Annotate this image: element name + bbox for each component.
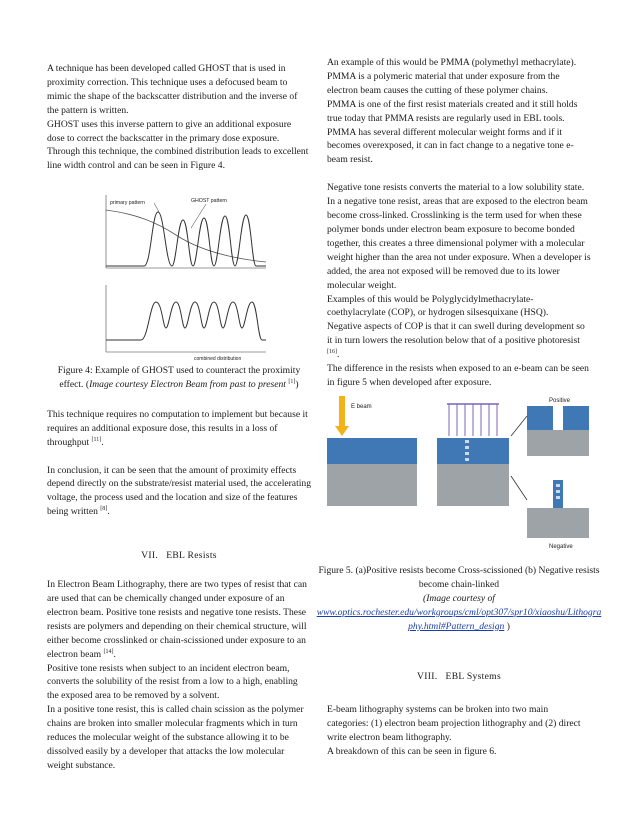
fig4-combined-curve xyxy=(106,302,266,340)
resist-paragraph-1: In Electron Beam Lithography, there are two types of resist that can are used that can be chemically changed under exposure of an electron beam. Positive tone resists and negative tone resists. These resists are polymers and depending on their chemical structure, will either become crosslinked or chain-scissioned under exposure to an electron beam [14]. xyxy=(47,579,307,660)
resist-paragraph-3: In a positive tone resist, this is called chain scission as the polymer chains are broken into smaller molecular fragments which in turn reduces the molecular weight of the substance allowing it to be dissolved easily by a developer that attacks the low molecular weight substance. xyxy=(47,704,304,771)
negative-paragraph-3: Negative aspects of COP is that it can swell during development so it in turn lowers the resolution below that of a positive photoresist [16]. xyxy=(327,321,585,361)
pmma-paragraph-3: PMMA has several different molecular weight forms and if it becomes overexposed, it can in fact change to a negative tone e-beam resist. xyxy=(327,126,574,166)
systems-paragraph-2: A breakdown of this can be seen in figure 6. xyxy=(327,746,497,758)
fig5-initial-resist xyxy=(327,438,417,464)
negative-paragraph-4: The difference in the resists when exposed to an e-beam can be seen in figure 5 when developed after exposure. xyxy=(327,363,589,388)
pmma-paragraph-2: PMMA is one of the first resist materials created and it still holds true today that PMMA resists are regularly used in EBL tools. xyxy=(327,98,578,124)
figure-5-source-link[interactable]: www.optics.rochester.edu/workgroups/cml/opt307/spr10/xiaoshu/Lithography.html#Pattern_design xyxy=(316,606,602,632)
left-column-lower xyxy=(47,364,311,773)
fig5-label-ebeam: E beam xyxy=(351,404,372,410)
computation-paragraph: This technique requires no computation to implement but because it requires an additional exposure dose, this results in a loss of throughput [11]. xyxy=(47,408,308,448)
figure-5-resist-diagram xyxy=(327,396,589,554)
negative-paragraph-2: Examples of this would be Polyglycidylmethacrylate-coethylacrylate (COP), or hydrogen silsesquixane (HSQ). xyxy=(327,293,549,319)
conclusion-paragraph: In conclusion, it can be seen that the amount of proximity effects depend directly on the substrate/resist material used, the accelerating voltage, the process used and the location and size of the features being written [8]. xyxy=(47,464,311,518)
fig4-label-ghost: GHOST pattern xyxy=(191,198,227,204)
negative-paragraph-1: Negative tone resists converts the material to a low solubility state. In a negative tone resist, areas that are exposed to the electron beam become cross-linked. Crosslinking is the term used for when these polymer bonds under electron beam exposure to become bonded together, this creates a three dimensional polymer with a molecular weight higher than the area not under exposure. When a developer is added, the area not exposed will be removed due to its lower molecular weight. xyxy=(327,182,591,291)
fig5-exposed-resist xyxy=(437,438,509,464)
fig4-ghost-pointer xyxy=(191,204,206,228)
fig4-label-primary: primary pattern xyxy=(110,200,145,206)
fig5-negative-dots xyxy=(556,484,560,499)
fig5-positive-resist-right xyxy=(563,406,589,430)
right-column-lower xyxy=(316,564,602,759)
right-column xyxy=(327,56,591,390)
fig4-label-combined: combined distribution xyxy=(194,356,242,362)
fig5-label-positive: Positive xyxy=(549,398,571,404)
fig5-ebeam-arrow xyxy=(335,396,349,436)
fig4-primary-pattern-curve xyxy=(106,212,266,266)
fig4-backscatter-curve xyxy=(106,210,266,262)
figure-4-caption: Figure 4: Example of GHOST used to counteract the proximity effect. (Image courtesy Electron Beam from past to present [1]) xyxy=(57,365,301,390)
resist-paragraph-2: Positive tone resists when subject to an incident electron beam, converts the solubility of the resist from a low to a high, enabling the exposed area to be removed by a solvent. xyxy=(47,662,298,702)
section-8-heading: VIII. EBL Systems xyxy=(417,670,501,682)
fig5-negative-substrate xyxy=(527,508,589,538)
fig5-negative-arrow xyxy=(511,476,527,500)
fig5-initial-substrate xyxy=(327,464,417,506)
fig5-exposed-substrate xyxy=(437,464,509,506)
figure-4-ghost-plot xyxy=(96,190,270,362)
fig5-mask-lines xyxy=(449,404,497,436)
section-7-heading: VII. EBL Resists xyxy=(141,550,217,562)
fig5-label-negative: Negative xyxy=(549,544,573,550)
fig4-primary-pointer xyxy=(154,203,159,212)
ghost-paragraph-1: A technique has been developed called GHOST that is used in proximity correction. This technique uses a defocused beam to mimic the shape of the backscatter distribution and the inverse of the pattern is written. xyxy=(47,63,298,116)
fig5-positive-arrow xyxy=(511,416,527,436)
fig5-positive-substrate xyxy=(527,430,589,456)
systems-paragraph-1: E-beam lithography systems can be broken into two main categories: (1) electron beam projection lithography and (2) direct write electron beam lithography. xyxy=(327,704,581,744)
ghost-paragraph-2: GHOST uses this inverse pattern to give an additional exposure dose to correct the backscatter in the primary dose exposure. Through this technique, the combined distribution leads to excellent line width control and can be seen in Figure 4. xyxy=(47,118,309,172)
left-column xyxy=(47,0,311,173)
figure-5-caption: Figure 5. (a)Positive resists become Cross-scissioned (b) Negative resists become chain-linked (Image courtesy of www.optics.rochester.edu/workgroups/cml/opt307/spr10/xiaoshu/Lithography.html#Pattern_design ) xyxy=(316,565,602,632)
pmma-paragraph-1: An example of this would be PMMA (polymethyl methacrylate). PMMA is a polymeric material that under exposure from the electron beam causes the cutting of these polymer chains. xyxy=(327,57,577,96)
fig5-positive-resist-left xyxy=(527,406,553,430)
